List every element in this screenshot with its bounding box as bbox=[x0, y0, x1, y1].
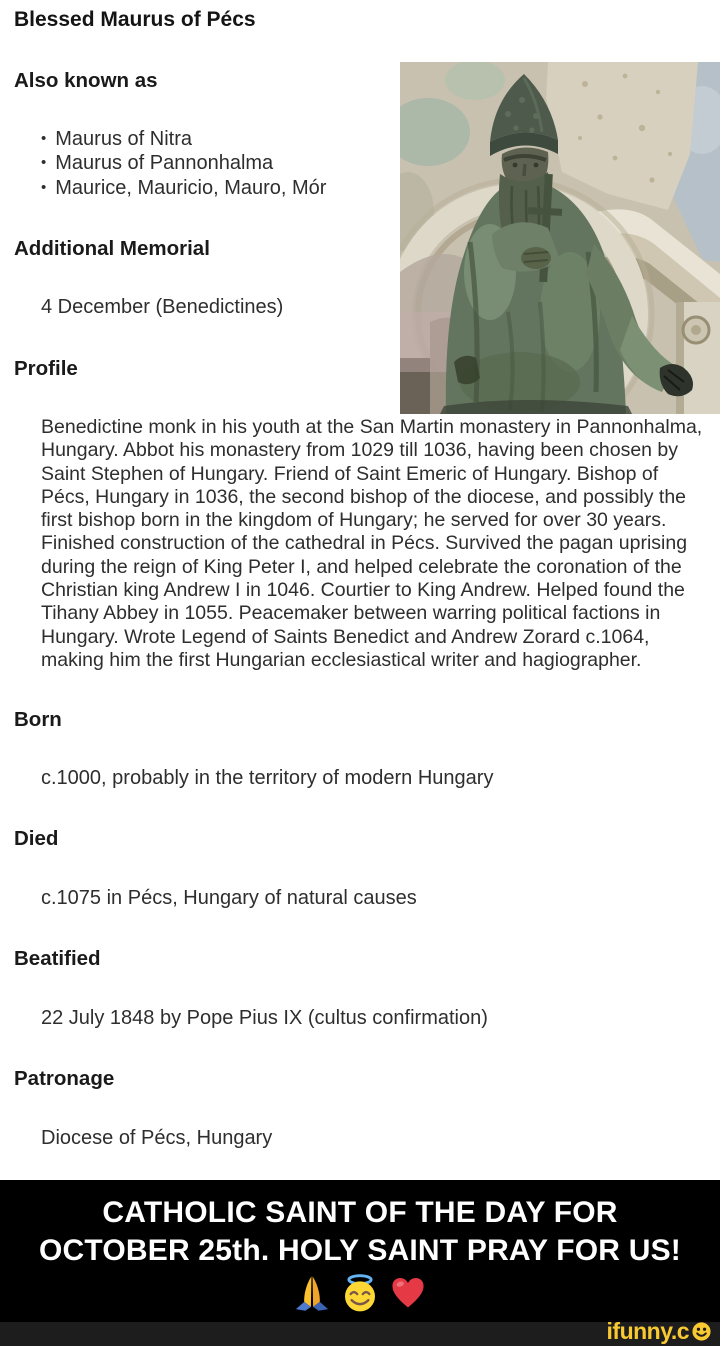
section-heading-profile: Profile bbox=[14, 357, 78, 380]
section-heading-additional-memorial: Additional Memorial bbox=[14, 237, 210, 260]
aka-name: Maurus of Nitra bbox=[55, 128, 192, 150]
section-heading-born: Born bbox=[14, 708, 62, 731]
bullet-icon: • bbox=[41, 178, 47, 196]
list-item bbox=[41, 177, 326, 201]
aka-name: Maurus of Pannonhalma bbox=[55, 152, 274, 175]
page-title: Blessed Maurus of Pécs bbox=[14, 8, 256, 31]
list-item bbox=[41, 152, 326, 176]
emoji-row bbox=[292, 1273, 428, 1313]
ifunny-watermark bbox=[607, 1318, 712, 1345]
section-heading-beatified: Beatified bbox=[14, 947, 101, 970]
aka-name: Maurice, Mauricio, Mauro, Mór bbox=[55, 176, 327, 199]
beatified-value: 22 July 1848 by Pope Pius IX (cultus confirmation) bbox=[41, 1007, 488, 1029]
died-value: c.1075 in Pécs, Hungary of natural causes bbox=[41, 887, 417, 909]
bullet-icon: • bbox=[41, 154, 47, 172]
watermark-text: ifunny.c bbox=[606, 1318, 689, 1344]
caption-line-1: CATHOLIC SAINT OF THE DAY FOR bbox=[102, 1196, 618, 1229]
memorial-value: 4 December (Benedictines) bbox=[41, 296, 284, 318]
bullet-icon: • bbox=[41, 130, 47, 147]
caption-band bbox=[0, 1180, 720, 1322]
aka-list bbox=[41, 128, 326, 201]
red-heart-emoji bbox=[388, 1273, 428, 1313]
section-heading-also-known-as: Also known as bbox=[14, 69, 158, 92]
caption-line-2: OCTOBER 25th. HOLY SAINT PRAY FOR US! bbox=[39, 1234, 681, 1267]
patronage-value: Diocese of Pécs, Hungary bbox=[41, 1127, 273, 1149]
section-heading-died: Died bbox=[14, 827, 59, 850]
section-heading-patronage: Patronage bbox=[14, 1067, 115, 1090]
smiley-o-icon bbox=[691, 1321, 712, 1342]
list-item bbox=[41, 128, 326, 152]
angel-halo-emoji bbox=[340, 1273, 380, 1313]
profile-text: Benedictine monk in his youth at the San Martin monastery in Pannonhalma, Hungary. Abbot his monastery from 1029 till 1036, having been chosen by Saint Stephen of Hungary. Friend of Saint Emeric of Hungary. Bishop of Pécs, Hungary in 1036, the second bishop of the diocese, and possibly the first bishop born in the kingdom of Hungary; he served for over 30 years. Finished construction of the cathedral in Pécs. Survived the pagan uprising during the reign of King Peter I, and helped celebrate the coronation of the Christian king Andrew I in 1046. Courtier to King Andrew. Helped found the Tihany Abbey in 1055. Peacemaker between warring political factions in Hungary. Wrote Legend of Saints Benedict and Andrew Zorard c.1064, making him the first Hungarian ecclesiastical writer and hagiographer. bbox=[41, 416, 703, 671]
born-value: c.1000, probably in the territory of modern Hungary bbox=[41, 767, 494, 789]
praying-hands-emoji bbox=[292, 1273, 332, 1313]
statue-image bbox=[400, 62, 720, 414]
